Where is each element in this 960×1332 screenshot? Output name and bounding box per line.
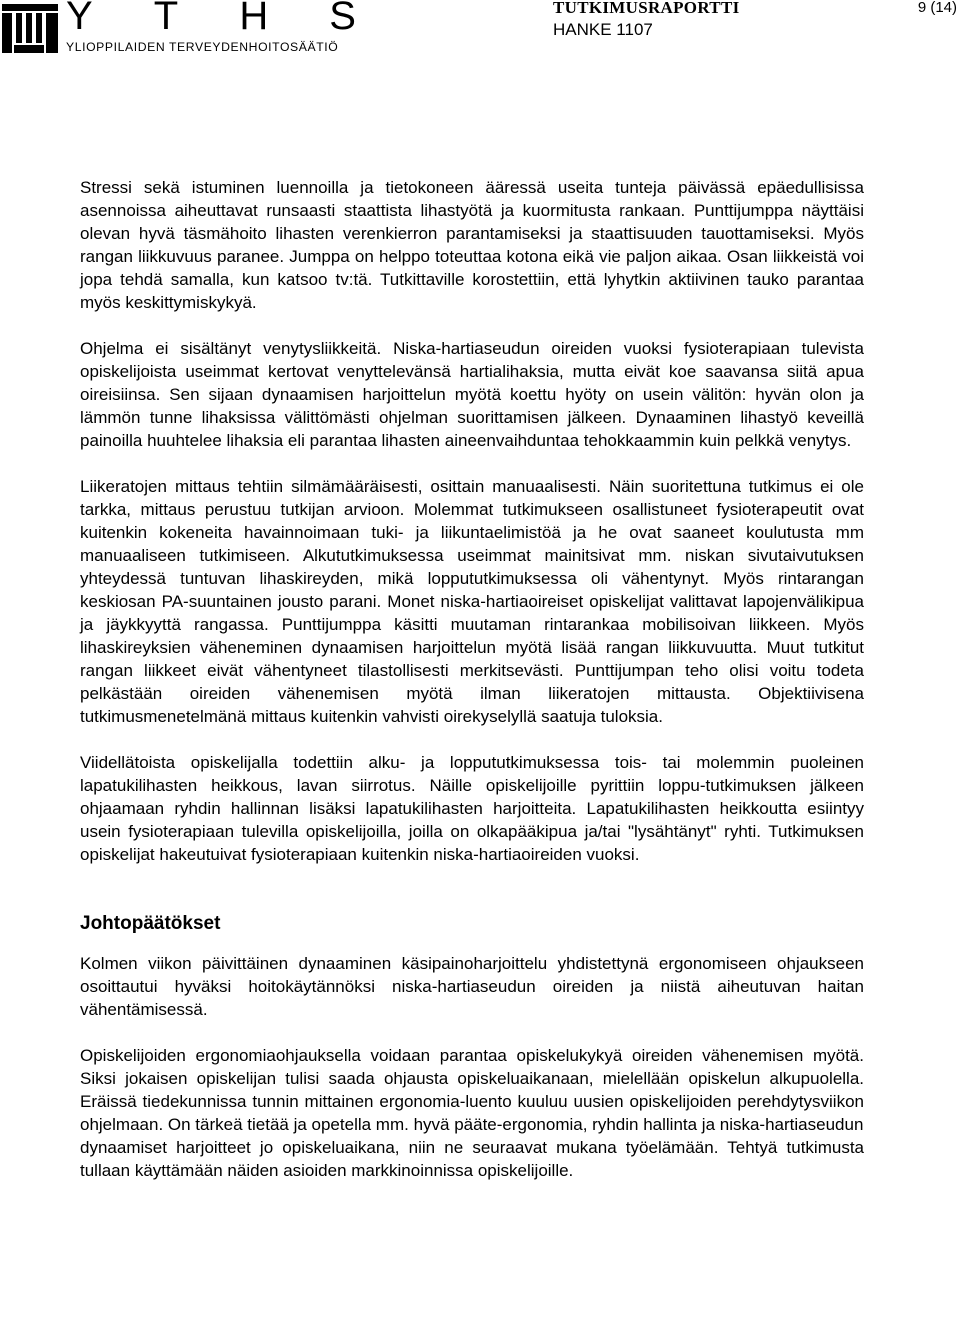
logo-letter: S (329, 0, 356, 38)
document-body (80, 176, 864, 1205)
section-heading: Johtopäätökset (80, 913, 221, 934)
logo-letter: T (153, 0, 179, 38)
logo-letter: H (239, 0, 269, 38)
page-number: 9 (14) (917, 0, 957, 16)
conclusion-paragraph: Opiskelijoiden ergonomiaohjauksella voidaan parantaa opiskelukykyä oireiden vähenemisen myötä. Siksi jokaisen opiskelijan tulisi saada ohjausta opiskeluaikanaan, mielellään opiskelun alkupuolella. Eräissä tiedekunnissa tunnin mittainen ergonomia-luento kuuluu uusien opiskelijoiden perehdytysviikon ohjelmaan. On tärkeä tietää ja opetella mm. hyvä pääte-ergonomia, ryhdin hallinta ja niska-hartiaseudun (80, 1046, 864, 1134)
logo-subtitle: YLIOPPILAIDEN TERVEYDENHOITOSÄÄTIÖ (66, 40, 339, 54)
yths-logo (0, 0, 360, 58)
logo-letter: Y (66, 0, 93, 38)
body-paragraph: Liikeratojen mittaus tehtiin silmämääräisesti, osittain manuaalisesti. Näin suoritettuna tutkimus ei ole tarkka, mittaus perustuu tutkijan arvioon. Molemmat tutkimukseen osallistuneet fysioterapeutit ovat kuitenkin kokeneita havainnoimaan tuki- ja liikuntaelimistöä ja he ovat saaneet koulutusta mm manuaaliseen tutkimiseen. Alkututkimuksessa useimmat mainitsivat mm. niskan sivutaivutuksen yhteydessä tuntuvan lihaskireyden, mikä loppututkimuksessa oli vähentynyt. Myös rintarangan keskiosan PA-suuntainen jousto parani. Monet niska-hartiaoireiset opiskelijat valittavat lapojenvälikipua ja jäykkyyttä rangassa. Punttijumppa käsitti muutaman rintarankaa mobilisoivan liikkeen. Myös lihaskireyksien väheneminen dynaamisen harjoittelun myötä lisää rangan liikkuvuutta. Muut tutkitut rangan liikkeet eivät vähentyneet tilastollisesti merkitsevästi. Punttijumpan teho olisi voitu todeta pelkästään oireiden vähenemisen myötä ilman liikeratojen mittausta. Objektiivisena tutkimusmenetelmänä mittaus kuitenkin vahvisti oirekyselyllä saatuja tuloksia. (80, 477, 864, 726)
body-paragraph: Viidellätoista opiskelijalla todettiin alku- ja loppututkimuksessa tois- tai molemmin puoleinen lapatukilihasten heikkous, lavan siirrotus. Näille opiskelijoille pyrittiin loppu-tutkimuksen jälkeen ohjaamaan ryhdin hallinnan lisäksi lapatukilihasten harjoitteita. Lapatukilihasten heikkoutta esiintyy usein fysioterapiaan tulevilla opiskelijoilla, joilla on olkapääkipua ja/tai "lysähtänyt" ryhti. Tutkimuksen opiskelijat hakeutuivat fysioterapiaan kuitenkin niska-hartiaoireiden vuoksi. (80, 753, 864, 864)
logo-letters (66, 0, 356, 38)
body-paragraph: Ohjelma ei sisältänyt venytysliikkeitä. Niska-hartiaseudun oireiden vuoksi fysioterapiaan tulevista opiskelijoista useimmat kertovat venyttelevänsä hartialihaksia, mutta eivät koe saavansa siitä apua oireisiinsa. Sen sijaan dynaamisen harjoittelun myötä koettu hyöty on usein välitön: hyvän olon ja lämmön tunne lihaksissa välittömästi ohjelman suorittamisen jälkeen. Dynaaminen lihastyö keveillä painoilla huuhtelee lihaksia eli parantaa lihasten aineenvaihduntaa tehokkaammin kuin pelkkä venytys. (80, 339, 864, 450)
report-title: TUTKIMUSRAPORTTI (553, 0, 740, 17)
page-header (0, 0, 960, 60)
project-code: HANKE 1107 (553, 20, 653, 39)
conclusion-paragraph: dynaamiset harjoitteet jo opiskeluaikana, niin ne seuraavat mukana työelämään. Tehtyä tutkimusta tullaan käyttämään näiden asioiden markkinoinnissa opiskelijoille. (80, 1138, 864, 1180)
pillar-logo-icon (0, 0, 62, 56)
body-paragraph: Stressi sekä istuminen luennoilla ja tietokoneen ääressä useita tunteja päivässä epäedullisissa asennoissa aiheuttavat runsaasti staattista lihastyötä ja kuormitusta rankaan. Punttijumppa näyttäisi olevan hyvä täsmähoito lihasten verenkierron parantamiseksi ja staattisuuden tauottamiseksi. Myös rangan liikkuvuus paranee. Jumppa on helppo toteuttaa kotona eikä vie paljon aikaa. Osan liikkeistä voi jopa tehdä samalla, kun katsoo tv:tä. Tutkittaville korostettiin, että lyhytkin aktiivinen tauko parantaa myös keskittymiskykyä. (80, 178, 864, 312)
conclusion-paragraph: Kolmen viikon päivittäinen dynaaminen käsipainoharjoittelu yhdistettynä ergonomiseen ohjaukseen osoittautui hyväksi hoitokäytännöksi niska-hartiaseudun oireiden ja niistä aiheutuvan haitan vähentämisessä. (80, 954, 864, 1019)
